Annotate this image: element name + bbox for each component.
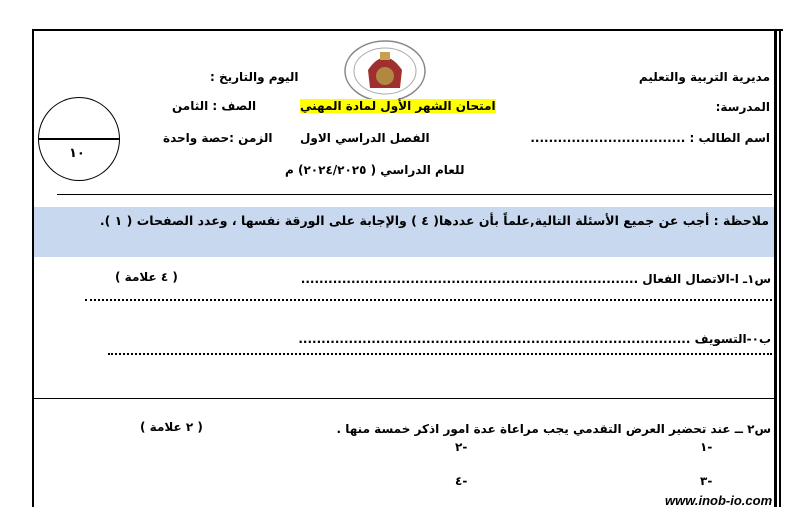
section-divider [34,398,774,399]
answer-item-4: -٤ [455,474,468,488]
time-label: الزمن :حصة واحدة [163,131,273,145]
grade-label: الصف : الثامن [172,99,257,113]
answer-item-1: -١ [700,440,713,454]
frame-left [32,29,34,507]
watermark: www.inob-io.com [665,493,773,507]
frame-top [33,29,783,31]
question-1b: ب٠-التسويف ...................................................................................... [298,332,771,346]
answer-line [85,299,772,301]
exam-title: امتحان الشهر الأول لمادة المهني [300,99,496,113]
day-date-label: اليوم والتاريخ : [210,70,299,84]
question-2: س٢ ــ عند تحضير العرض التقدمي يجب مراعاة عدة امور اذكر خمسة منها . [336,422,771,436]
question-1-marks: ( ٤ علامة ) [115,270,178,284]
answer-item-3: -٣ [700,474,713,488]
ministry-logo [340,40,430,102]
score-circle [38,97,120,181]
header-divider [57,194,772,195]
frame-right-inner [779,29,781,507]
total-score: ١٠ [69,146,85,161]
frame-right [774,29,777,507]
semester-label: الفصل الدراسي الاول [300,131,430,145]
school-label: المدرسة: [715,100,770,114]
answer-item-2: -٢ [455,440,468,454]
answer-line [108,353,772,355]
academic-year: للعام الدراسي ( ٢٠٢٤/٢٠٢٥) م [285,163,465,177]
directorate-label: مديرية التربية والتعليم [638,70,770,84]
question-2-marks: ( ٢ علامة ) [140,420,203,434]
student-name-field: اسم الطالب : .................................. [530,131,770,145]
question-1a: س١ـ ا-الاتصال الفعال .......................................................................... [300,272,771,286]
instructions-note: ملاحظة : أجب عن جميع الأسئلة التالية,علماً بأن عددها( ٤ ) والإجابة على الورقة نفسها ، وعدد الصفحات ( ١ ). [99,213,769,228]
